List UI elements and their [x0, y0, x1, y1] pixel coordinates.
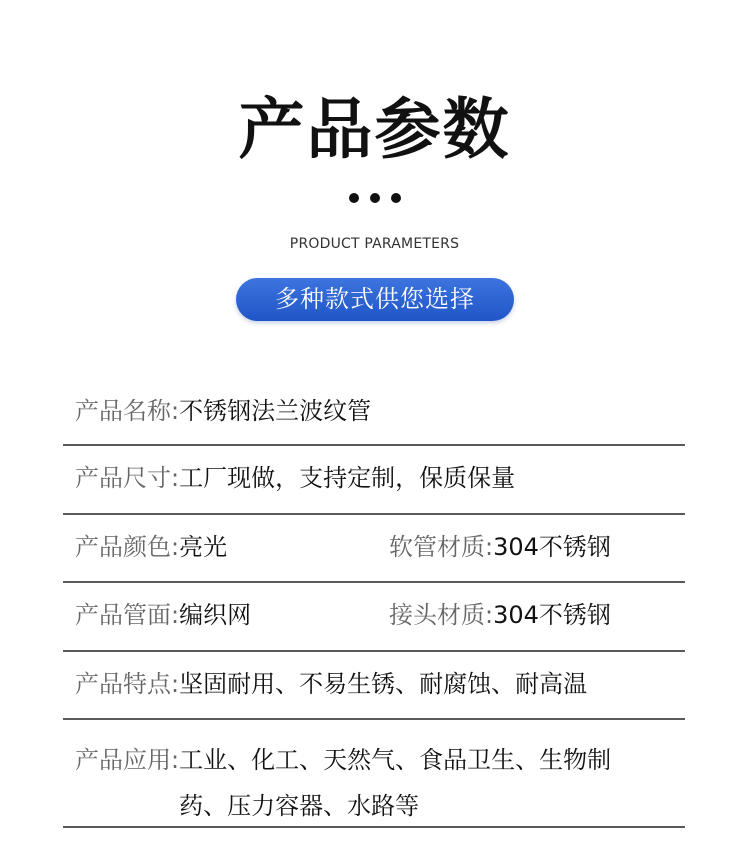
param-hose-material [389, 529, 611, 565]
param-value: 304不锈钢 [493, 601, 611, 629]
param-row-features [63, 652, 685, 720]
param-joint-material [389, 597, 611, 633]
param-value: 坚固耐用、不易生锈、耐腐蚀、耐高温 [179, 670, 588, 698]
param-surface [75, 597, 251, 633]
dot [370, 193, 380, 203]
param-value: 工厂现做，支持定制，保质保量 [179, 464, 516, 492]
param-value: 亮光 [179, 533, 228, 561]
param-value: 304不锈钢 [493, 533, 611, 561]
param-row-surface-joint [63, 583, 685, 652]
styles-badge: 多种款式供您选择 [236, 278, 514, 321]
param-label: 产品名称: [75, 397, 180, 425]
param-features [75, 666, 587, 702]
param-label: 软管材质: [389, 533, 494, 561]
ellipsis-dots-icon [0, 193, 749, 203]
param-row-application [63, 720, 685, 828]
param-label: 产品尺寸: [75, 464, 180, 492]
param-row-name [63, 380, 685, 446]
param-color [75, 529, 227, 565]
parameter-table [63, 380, 685, 828]
param-label: 产品特点: [75, 670, 180, 698]
param-value: 编织网 [179, 601, 252, 629]
dot [391, 193, 401, 203]
page-subtitle: PRODUCT PARAMETERS [289, 236, 460, 252]
param-application [75, 737, 639, 829]
param-label: 产品管面: [75, 601, 180, 629]
param-name [75, 393, 371, 429]
param-value: 工业、化工、天然气、食品卫生、生物制药、压力容器、水路等 [179, 746, 612, 820]
param-label: 接头材质: [389, 601, 494, 629]
page-title: 产品参数 [238, 91, 511, 168]
param-label: 产品颜色: [75, 533, 180, 561]
param-row-size [63, 446, 685, 515]
param-row-color-material [63, 515, 685, 583]
dot [349, 193, 359, 203]
param-value: 不锈钢法兰波纹管 [179, 397, 372, 425]
param-size [75, 460, 515, 496]
param-label: 产品应用: [75, 746, 180, 774]
